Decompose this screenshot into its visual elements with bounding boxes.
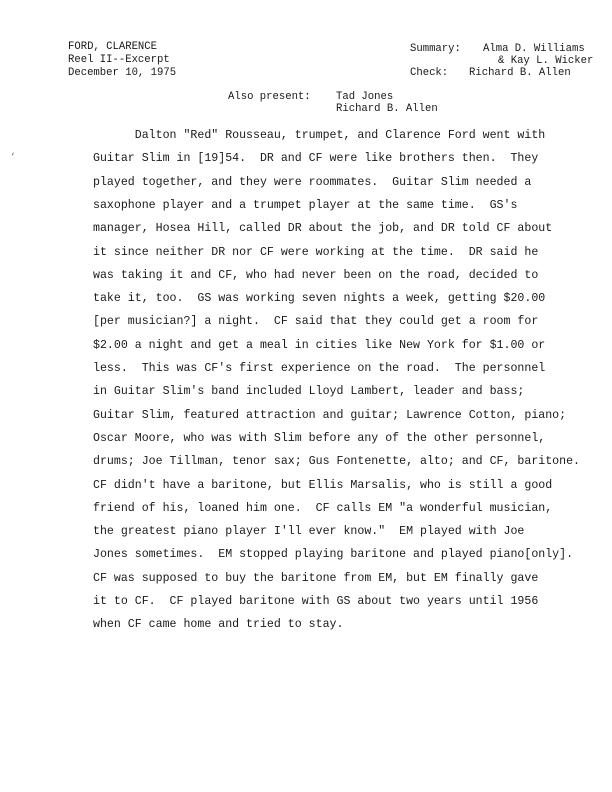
also-present-name-2: Richard B. Allen bbox=[336, 103, 438, 115]
transcript-line: the greatest piano player I'll ever know." EM played with Joe bbox=[93, 525, 525, 538]
transcript-line: $2.00 a night and get a meal in cities like New York for $1.00 or bbox=[93, 339, 546, 352]
interview-date: December 10, 1975 bbox=[68, 67, 177, 79]
summary-author-2: & Kay L. Wicker bbox=[498, 55, 594, 67]
transcript-line: [per musician?] a night. CF said that they could get a room for bbox=[93, 315, 539, 328]
summary-label: Summary: bbox=[410, 43, 461, 55]
transcript-line: saxophone player and a trumpet player at the same time. GS's bbox=[93, 199, 518, 212]
transcript-line: in Guitar Slim's band included Lloyd Lambert, leader and bass; bbox=[93, 385, 525, 398]
transcript-line: Jones sometimes. EM stopped playing baritone and played piano[only]. bbox=[93, 548, 574, 561]
transcript-line: Guitar Slim in [19]54. DR and CF were like brothers then. They bbox=[93, 152, 539, 165]
transcript-line: CF didn't have a baritone, but Ellis Marsalis, who is still a good bbox=[93, 479, 553, 492]
scan-speck: ‘ bbox=[10, 152, 16, 162]
transcript-line: it to CF. CF played baritone with GS about two years until 1956 bbox=[93, 595, 539, 608]
transcript-line: was taking it and CF, who had never been on the road, decided to bbox=[93, 269, 539, 282]
transcript-line: drums; Joe Tillman, tenor sax; Gus Fontenette, alto; and CF, baritone. bbox=[93, 455, 581, 468]
transcript-line: manager, Hosea Hill, called DR about the job, and DR told CF about bbox=[93, 222, 553, 235]
also-present-name-1: Tad Jones bbox=[336, 91, 394, 103]
summary-author-1: Alma D. Williams bbox=[483, 43, 585, 55]
transcript-line: Oscar Moore, who was with Slim before any of the other personnel, bbox=[93, 432, 546, 445]
transcript-line: take it, too. GS was working seven nights a week, getting $20.00 bbox=[93, 292, 546, 305]
transcript-line: when CF came home and tried to stay. bbox=[93, 618, 344, 631]
check-label: Check: bbox=[410, 67, 449, 79]
check-name: Richard B. Allen bbox=[469, 67, 571, 79]
interviewee-name: FORD, CLARENCE bbox=[68, 41, 158, 53]
also-present-label: Also present: bbox=[228, 91, 311, 103]
transcript-line: CF was supposed to buy the baritone from EM, but EM finally gave bbox=[93, 572, 539, 585]
transcript-line: less. This was CF's first experience on the road. The personnel bbox=[93, 362, 546, 375]
transcript-line: Dalton "Red" Rousseau, trumpet, and Clarence Ford went with bbox=[93, 129, 546, 142]
transcript-line: played together, and they were roommates. Guitar Slim needed a bbox=[93, 176, 532, 189]
transcript-line: it since neither DR nor CF were working at the time. DR said he bbox=[93, 246, 539, 259]
reel-label: Reel II--Excerpt bbox=[68, 54, 170, 66]
transcript-line: friend of his, loaned him one. CF calls EM "a wonderful musician, bbox=[93, 502, 553, 515]
transcript-line: Guitar Slim, featured attraction and guitar; Lawrence Cotton, piano; bbox=[93, 409, 567, 422]
